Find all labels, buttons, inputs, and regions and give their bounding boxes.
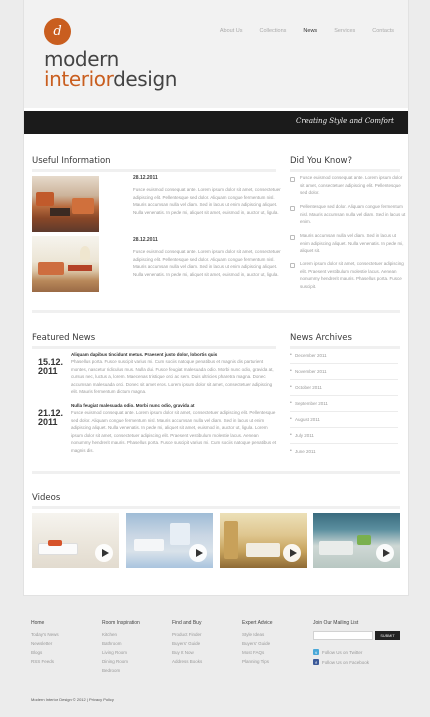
- checkbox-icon: [290, 235, 295, 240]
- checkbox-icon: [290, 206, 295, 211]
- bullet-icon: •: [290, 416, 292, 422]
- mailing-list-heading: Join Our Mailing List: [313, 620, 359, 626]
- footer-link[interactable]: Bathroom: [102, 641, 122, 646]
- footer-heading-expert-advice[interactable]: Expert Advice: [242, 620, 273, 626]
- footer-link[interactable]: Blogs: [31, 650, 43, 655]
- logo-word-design: design: [113, 67, 178, 91]
- footer-link[interactable]: Living Room: [102, 650, 128, 655]
- play-icon[interactable]: [95, 544, 113, 562]
- footer-heading-room-inspiration[interactable]: Room Inspiration: [102, 620, 140, 626]
- fact-text: Fusce euismod consequat ante. Lorem ipsum dolor sit amet, consectetuer adipiscing elit. Pellentesque sed dolor.: [300, 175, 403, 196]
- logo-word-interior: interior: [44, 67, 114, 91]
- facebook-link[interactable]: [313, 659, 369, 665]
- divider: [290, 379, 398, 380]
- divider: [290, 363, 398, 364]
- footer-heading-find-and-buy[interactable]: Find and Buy: [172, 620, 202, 626]
- useful-info-heading: Useful Information: [32, 156, 111, 166]
- logo-letter: d: [53, 24, 62, 39]
- fact-text: Pellentesque sed dolor. Aliquam congue fermentum nisl. Mauris accumsan nulla vel diam. Sed in lacus ut enim.: [300, 204, 406, 225]
- news-date-year: 2011: [38, 366, 58, 376]
- email-field[interactable]: [313, 631, 373, 640]
- article-image[interactable]: [32, 176, 99, 232]
- header: [24, 0, 408, 108]
- video-thumbnail[interactable]: [126, 513, 213, 568]
- fact-text: Lorem ipsum dolor sit amet, consectetuer adipiscing elit. Praesent vestibulum molestie lacus. Aenean nonummy hendrerit mauris. Phasellus porta. Fusce suscipit.: [300, 261, 404, 289]
- footer-link[interactable]: Buyers' Guide: [172, 641, 201, 646]
- footer-link[interactable]: Planning Tips: [242, 659, 270, 664]
- logo-text-line2[interactable]: [44, 69, 177, 89]
- facebook-icon: f: [313, 659, 319, 665]
- logo-text-line1[interactable]: modern: [44, 47, 119, 71]
- footer-link[interactable]: Style Ideas: [242, 632, 265, 637]
- bullet-icon: •: [290, 352, 292, 358]
- footer-link[interactable]: Kitchen: [102, 632, 118, 637]
- section-divider: [32, 310, 400, 313]
- footer-link[interactable]: Bedroom: [102, 668, 121, 673]
- bullet-icon: •: [290, 448, 292, 454]
- play-icon[interactable]: [376, 544, 394, 562]
- article-text: Fusce euismod consequat ante. Lorem ipsum dolor sit amet, consectetuer adipiscing elit. Pellentesque sed dolor. Aliquam congue fermentum nisl. Mauris accumsan nulla vel diam. Sed in lacus ut enim adipiscing aliquet. Nulla venenatis. In pede mi, aliquet sit amet, euismod in, auctor ut, ligula.: [133, 187, 281, 215]
- archive-link[interactable]: October 2011: [295, 385, 322, 390]
- banner-slogan: Creating Style and Comfort: [295, 117, 394, 125]
- archive-link[interactable]: August 2011: [295, 417, 320, 422]
- divider: [290, 346, 400, 349]
- section-divider: [32, 471, 400, 474]
- footer-link[interactable]: Address Books: [172, 659, 203, 664]
- submit-button[interactable]: SUBMIT: [375, 631, 400, 640]
- divider: [32, 169, 276, 172]
- news-date-day: 15.12.: [38, 357, 64, 367]
- news-text: Fusce euismod consequat ante. Lorem ipsum dolor sit amet, consectetuer adipiscing elit. Pellentesque sed dolor. Aliquam congue fermentum nisl. Mauris accumsan nulla vel diam. Sed in lacus ut enim adipiscing aliquet. Nulla venenatis. In pede mi, aliquet sit amet, euismod in, auctor ut, ligula. Lorem ipsum dolor sit amet, consectetuer adipiscing elit. Praesent vestibulum molestie lacus. Aenean nonummy hendrerit mauris. Phasellus porta. Fusce suscipit varius mi. Cum sociis natoque penatibus et magnis dis.: [71, 410, 277, 453]
- divider: [290, 395, 398, 396]
- nav-contacts[interactable]: Contacts: [372, 28, 394, 34]
- main-nav: [203, 28, 394, 34]
- twitter-link[interactable]: [313, 649, 362, 655]
- news-title[interactable]: Nulla feugiat malesuada odio. Morbi nunc odio, gravida at: [71, 403, 195, 408]
- fact-text: Mauris accumsan nulla vel diam. Sed in lacus ut enim adipiscing aliquet. Nulla venenatis. In pede mi, aliquet sit.: [300, 233, 404, 254]
- news-archives-heading: News Archives: [290, 333, 352, 343]
- video-thumbnail[interactable]: [32, 513, 119, 568]
- archive-link[interactable]: June 2011: [295, 449, 316, 454]
- play-icon[interactable]: [283, 544, 301, 562]
- divider: [290, 427, 398, 428]
- divider: [32, 346, 276, 349]
- footer-link[interactable]: Dining Room: [102, 659, 129, 664]
- did-you-know-heading: Did You Know?: [290, 156, 352, 166]
- news-date-year: 2011: [38, 417, 58, 427]
- bullet-icon: •: [290, 384, 292, 390]
- footer-link[interactable]: Product Finder: [172, 632, 202, 637]
- divider: [290, 411, 398, 412]
- news-date-day: 21.12.: [38, 408, 64, 418]
- article-date: 28.12.2011: [133, 175, 158, 181]
- footer-link[interactable]: Most FAQs: [242, 650, 265, 655]
- twitter-label: Follow Us on Twitter: [322, 649, 363, 655]
- video-thumbnail[interactable]: [313, 513, 400, 568]
- twitter-icon: t: [313, 649, 319, 655]
- archive-link[interactable]: November 2011: [295, 369, 327, 374]
- bullet-icon: •: [290, 432, 292, 438]
- footer-link[interactable]: Buy It Now: [172, 650, 194, 655]
- footer-heading-home[interactable]: Home: [31, 620, 45, 626]
- archive-link[interactable]: September 2011: [295, 401, 328, 406]
- archive-link[interactable]: December 2011: [295, 353, 327, 358]
- divider: [32, 506, 400, 509]
- article-image[interactable]: [32, 236, 99, 292]
- divider: [290, 169, 400, 172]
- footer-link[interactable]: Newsletter: [31, 641, 53, 646]
- nav-about-us[interactable]: About Us: [219, 28, 243, 34]
- checkbox-icon: [290, 177, 295, 182]
- news-title[interactable]: Aliquam dapibus tincidunt metus. Praesent justo dolor, lobortis quis: [71, 352, 218, 357]
- videos-heading: Videos: [32, 493, 61, 503]
- archive-link[interactable]: July 2011: [295, 433, 314, 438]
- video-thumbnail[interactable]: [220, 513, 307, 568]
- checkbox-icon: [290, 263, 295, 268]
- play-icon[interactable]: [189, 544, 207, 562]
- nav-news[interactable]: News: [303, 28, 318, 34]
- featured-news-heading: Featured News: [32, 333, 96, 343]
- bullet-icon: •: [290, 400, 292, 406]
- page-frame: [23, 0, 409, 596]
- divider: [290, 443, 398, 444]
- facebook-label: Follow Us on Facebook: [322, 659, 370, 665]
- article-text: Fusce euismod consequat ante. Lorem ipsum dolor sit amet, consectetuer adipiscing elit. Pellentesque sed dolor. Aliquam congue fermentum nisl. Mauris accumsan nulla vel diam. Sed in lacus ut enim adipiscing aliquet. Nulla venenatis. In pede mi, aliquet sit amet, euismod in, auctor ut, ligula.: [133, 249, 281, 277]
- copyright-text: Modern Interior Design © 2012 | Privacy Policy: [31, 697, 114, 702]
- logo-icon[interactable]: [44, 18, 71, 45]
- footer-link[interactable]: Buyers' Guide: [242, 641, 271, 646]
- nav-collections[interactable]: Collections: [259, 28, 287, 34]
- bullet-icon: •: [290, 368, 292, 374]
- footer-link[interactable]: RSS Feeds: [31, 659, 55, 664]
- nav-services[interactable]: Services: [334, 28, 356, 34]
- footer-link[interactable]: Today's News: [31, 632, 59, 637]
- slogan-banner: [24, 111, 408, 134]
- article-date: 28.12.2011: [133, 237, 158, 243]
- news-text: Phasellus porta. Fusce suscipit varius mi. Cum sociis natoque penatibus et magnis dis parturient montes, nascetur ridiculus mus. Nulla dui. Fusce feugiat malesuada odio. Morbi nunc odio, gravida at, cursus nec, luctus a, lorem. Maecenas tristique orci ac sem. Duis ultricies pharetra magna. Donec accumsan malesuada orci. Donec sit amet eros. Lorem ipsum dolor sit amet, consectetuer adipiscing elit. Mauris fermentum dictum magna.: [71, 359, 274, 395]
